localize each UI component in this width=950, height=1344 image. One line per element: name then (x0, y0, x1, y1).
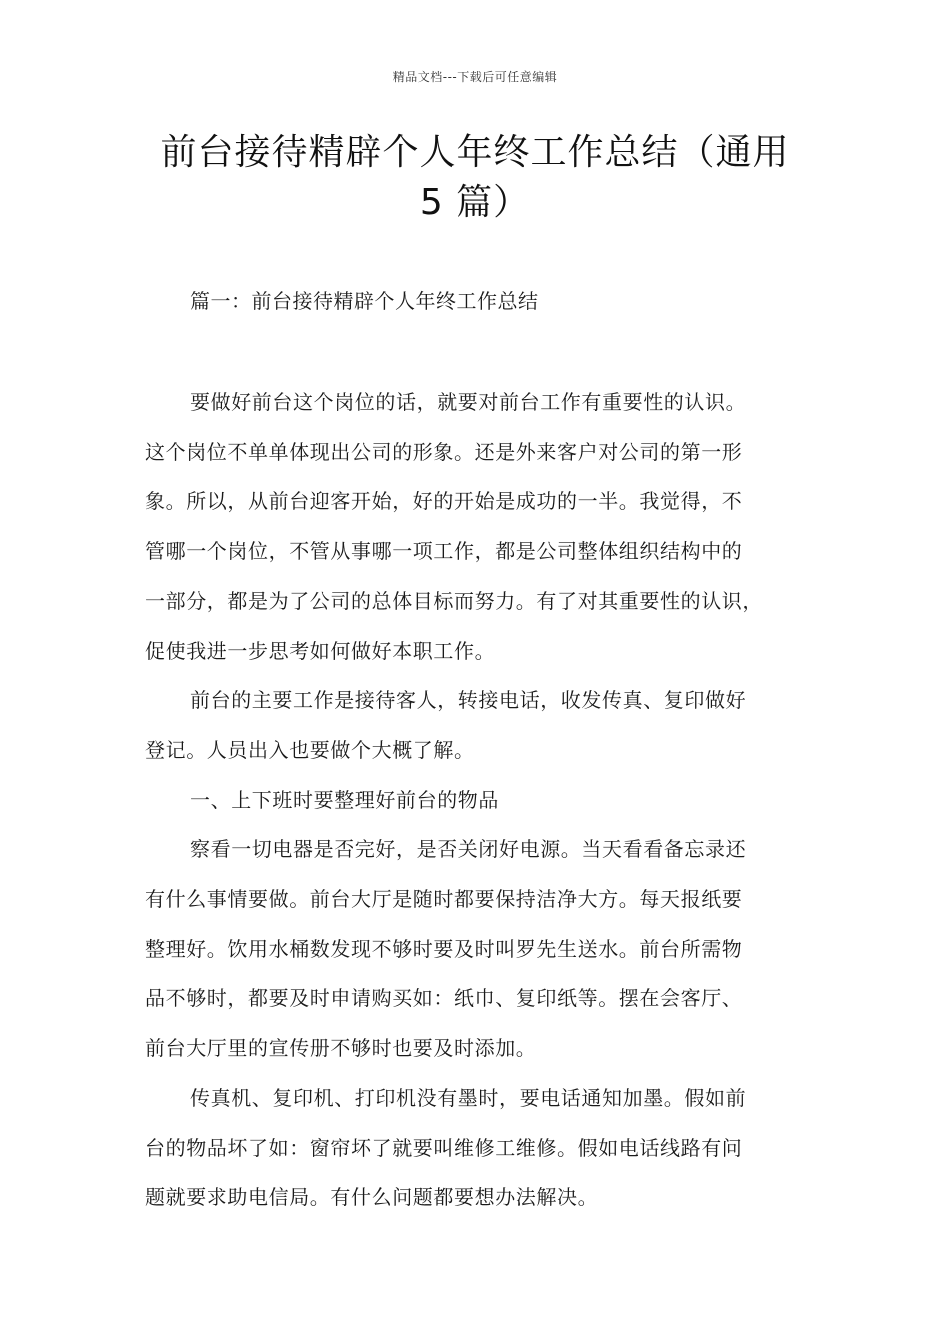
text-line: 传真机、复印机、打印机没有墨时，要电话通知加墨。假如前 (190, 1085, 747, 1110)
document-title (120, 128, 830, 228)
text-line: 台的物品坏了如：窗帘坏了就要叫维修工维修。假如电话线路有问 (145, 1135, 743, 1160)
text-line: 这个岗位不单单体现出公司的形象。还是外来客户对公司的第一形 (145, 439, 743, 464)
text-line: 前台大厅里的宣传册不够时也要及时添加。 (145, 1036, 537, 1061)
text-line: 题就要求助电信局。有什么问题都要想办法解决。 (145, 1185, 599, 1210)
text-line: 整理好。饮用水桶数发现不够时要及时叫罗先生送水。前台所需物 (145, 936, 743, 961)
text-line: 有什么事情要做。前台大厅是随时都要保持洁净大方。每天报纸要 (145, 887, 743, 912)
text-line: 前台的主要工作是接待客人，转接电话，收发传真、复印做好 (190, 688, 747, 713)
text-line: 察看一切电器是否完好，是否关闭好电源。当天看看备忘录还 (190, 837, 747, 862)
section-heading: 篇一：前台接待精辟个人年终工作总结 (190, 289, 539, 313)
text-line: 登记。人员出入也要做个大概了解。 (145, 737, 475, 762)
text-line: 品不够时，都要及时申请购买如：纸巾、复印纸等。摆在会客厅、 (145, 986, 743, 1011)
text-line: 促使我进一步思考如何做好本职工作。 (145, 638, 496, 663)
text-line: 一部分，都是为了公司的总体目标而努力。有了对其重要性的认识， (145, 588, 763, 613)
body-text (145, 378, 825, 1223)
header-note: 精品文档---下载后可任意编辑 (392, 70, 558, 84)
text-line: 要做好前台这个岗位的话，就要对前台工作有重要性的认识。 (190, 390, 747, 414)
title-line-2: 5 篇） (419, 182, 531, 223)
text-line: 一、上下班时要整理好前台的物品 (190, 787, 499, 812)
title-line-1: 前台接待精辟个人年终工作总结（通用 (160, 132, 790, 173)
text-line: 管哪一个岗位，不管从事哪一项工作，都是公司整体组织结构中的 (145, 539, 743, 564)
text-line: 象。所以，从前台迎客开始，好的开始是成功的一半。我觉得，不 (145, 489, 743, 514)
